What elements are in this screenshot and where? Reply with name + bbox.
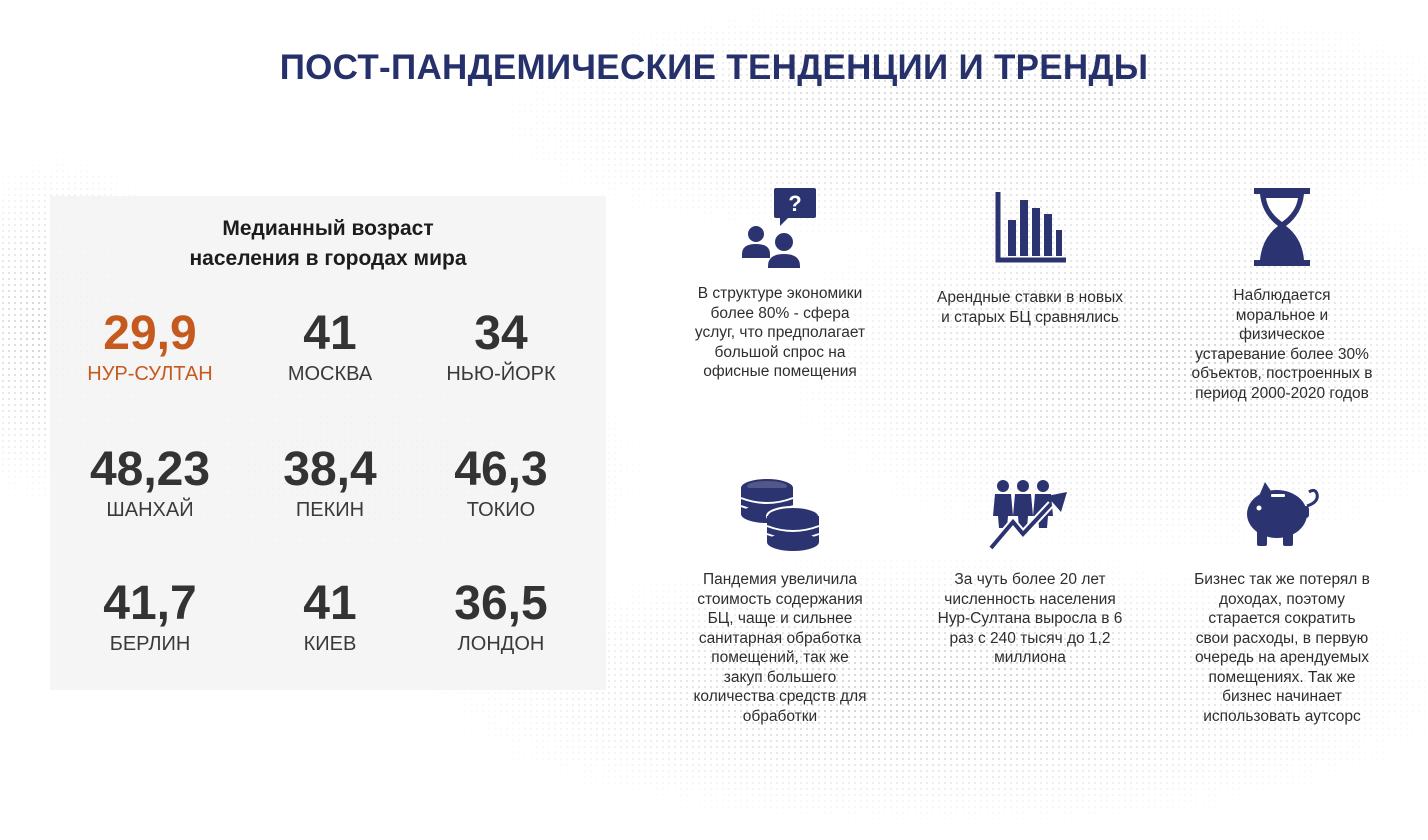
trend-population-growth bbox=[920, 476, 1140, 668]
city-age-value: 48,23 bbox=[89, 443, 211, 496]
trend-text-line: Бизнес так же потерял в bbox=[1194, 571, 1370, 588]
trend-text-line: объектов, построенных в bbox=[1191, 365, 1373, 382]
trend-text-line: физическое bbox=[1239, 326, 1325, 343]
trend-text-line: большой спрос на bbox=[714, 343, 846, 361]
trend-text-line: устаревание более 30% bbox=[1195, 345, 1369, 363]
trend-text-line: количества средств для bbox=[693, 688, 867, 705]
trend-text-line: старается сократить bbox=[1208, 610, 1356, 627]
city-name: ТОКИО bbox=[466, 499, 536, 521]
trend-text-line: офисные помещения bbox=[703, 363, 857, 380]
trend-text-line: моральное и bbox=[1235, 306, 1329, 324]
city-age-value: 41 bbox=[303, 577, 357, 630]
trend-text-line: более 80% - сфера bbox=[710, 304, 850, 322]
trend-text-line: помещений, так же bbox=[711, 649, 849, 666]
city-name: МОСКВА bbox=[287, 363, 373, 385]
trend-text bbox=[1172, 286, 1392, 403]
city-stat bbox=[230, 578, 430, 656]
trend-text-line: В структуре экономики bbox=[697, 285, 863, 302]
city-stat bbox=[401, 308, 601, 386]
trend-text-line: и старых БЦ сравнялись bbox=[941, 308, 1119, 326]
city-age-value: 36,5 bbox=[454, 577, 548, 630]
city-stat bbox=[50, 308, 250, 386]
trend-text-line: численность населения bbox=[944, 590, 1116, 608]
coins-icon bbox=[737, 476, 823, 552]
city-age-value: 41,7 bbox=[103, 577, 197, 630]
trend-text-line: санитарная обработка bbox=[698, 629, 862, 647]
city-stat bbox=[401, 578, 601, 656]
city-name: НУР-СУЛТАН bbox=[87, 363, 213, 385]
trend-text-line: БЦ, чаще и сильнее bbox=[707, 610, 853, 627]
city-name: НЬЮ-ЙОРК bbox=[446, 363, 556, 385]
piggy-bank-icon bbox=[1237, 476, 1327, 552]
city-stat bbox=[401, 444, 601, 522]
trend-text bbox=[920, 288, 1140, 327]
trend-text-line: Пандемия увеличила bbox=[702, 571, 858, 588]
panel-title bbox=[36, 214, 620, 274]
trend-text-line: свои расходы, в первую bbox=[1195, 629, 1369, 647]
page-title: ПОСТ-ПАНДЕМИЧЕСКИЕ ТЕНДЕНЦИИ И ТРЕНДЫ bbox=[279, 48, 1149, 87]
trend-business-costs bbox=[1172, 476, 1392, 726]
bar-chart-icon bbox=[990, 186, 1070, 270]
city-age-value: 29,9 bbox=[103, 307, 197, 360]
city-name: ШАНХАЙ bbox=[106, 499, 194, 521]
trend-text-line: услуг, что предполагает bbox=[694, 324, 866, 341]
trend-obsolescence bbox=[1172, 186, 1392, 403]
city-age-value: 41 bbox=[303, 307, 357, 360]
hourglass-icon bbox=[1242, 186, 1322, 270]
trend-text-line: миллиона bbox=[994, 649, 1066, 666]
trend-text bbox=[670, 284, 890, 382]
panel-title-line-1: Медианный возраст bbox=[222, 217, 434, 240]
trend-rental-rates bbox=[920, 186, 1140, 327]
city-stat bbox=[230, 308, 430, 386]
trend-text-line: обработки bbox=[742, 707, 818, 725]
city-name: КИЕВ bbox=[303, 633, 357, 655]
trend-text bbox=[670, 570, 890, 726]
trend-text-line: Арендные ставки в новых bbox=[937, 289, 1123, 306]
city-age-value: 38,4 bbox=[283, 443, 377, 496]
city-stat bbox=[230, 444, 430, 522]
trend-text-line: закуп большего bbox=[723, 668, 837, 686]
city-name: ПЕКИН bbox=[295, 499, 365, 521]
trend-text bbox=[1172, 570, 1392, 726]
trend-text-line: период 2000-2020 годов bbox=[1195, 384, 1369, 402]
trend-text-line: раз с 240 тысяч до 1,2 bbox=[949, 629, 1111, 647]
trend-text-line: стоимость содержания bbox=[697, 590, 863, 608]
svg-text:?: ? bbox=[788, 191, 802, 216]
city-stat bbox=[50, 578, 250, 656]
trend-text-line: использовать аутсорс bbox=[1203, 707, 1361, 725]
city-age-value: 34 bbox=[474, 307, 528, 360]
city-age-value: 46,3 bbox=[454, 443, 548, 496]
trend-text-line: Нур-Султана выросла в 6 bbox=[937, 610, 1123, 627]
trend-maintenance-costs bbox=[670, 476, 890, 726]
trend-text-line: Наблюдается bbox=[1233, 287, 1331, 304]
trend-text-line: помещениях. Так же bbox=[1208, 668, 1356, 686]
people-question-icon bbox=[740, 186, 820, 270]
median-age-panel bbox=[50, 196, 606, 690]
trend-text bbox=[920, 570, 1140, 668]
city-name: БЕРЛИН bbox=[109, 633, 191, 655]
trend-text-line: бизнес начинает bbox=[1222, 688, 1342, 705]
panel-title-line-2: населения в городах мира bbox=[189, 247, 467, 270]
city-name: ЛОНДОН bbox=[457, 633, 545, 655]
population-growth-icon bbox=[987, 476, 1073, 552]
trend-text-line: За чуть более 20 лет bbox=[954, 571, 1106, 588]
city-stat bbox=[50, 444, 250, 522]
trend-text-line: очередь на арендуемых bbox=[1195, 649, 1369, 666]
trend-economy-services bbox=[670, 186, 890, 382]
trend-text-line: доходах, поэтому bbox=[1218, 590, 1346, 608]
